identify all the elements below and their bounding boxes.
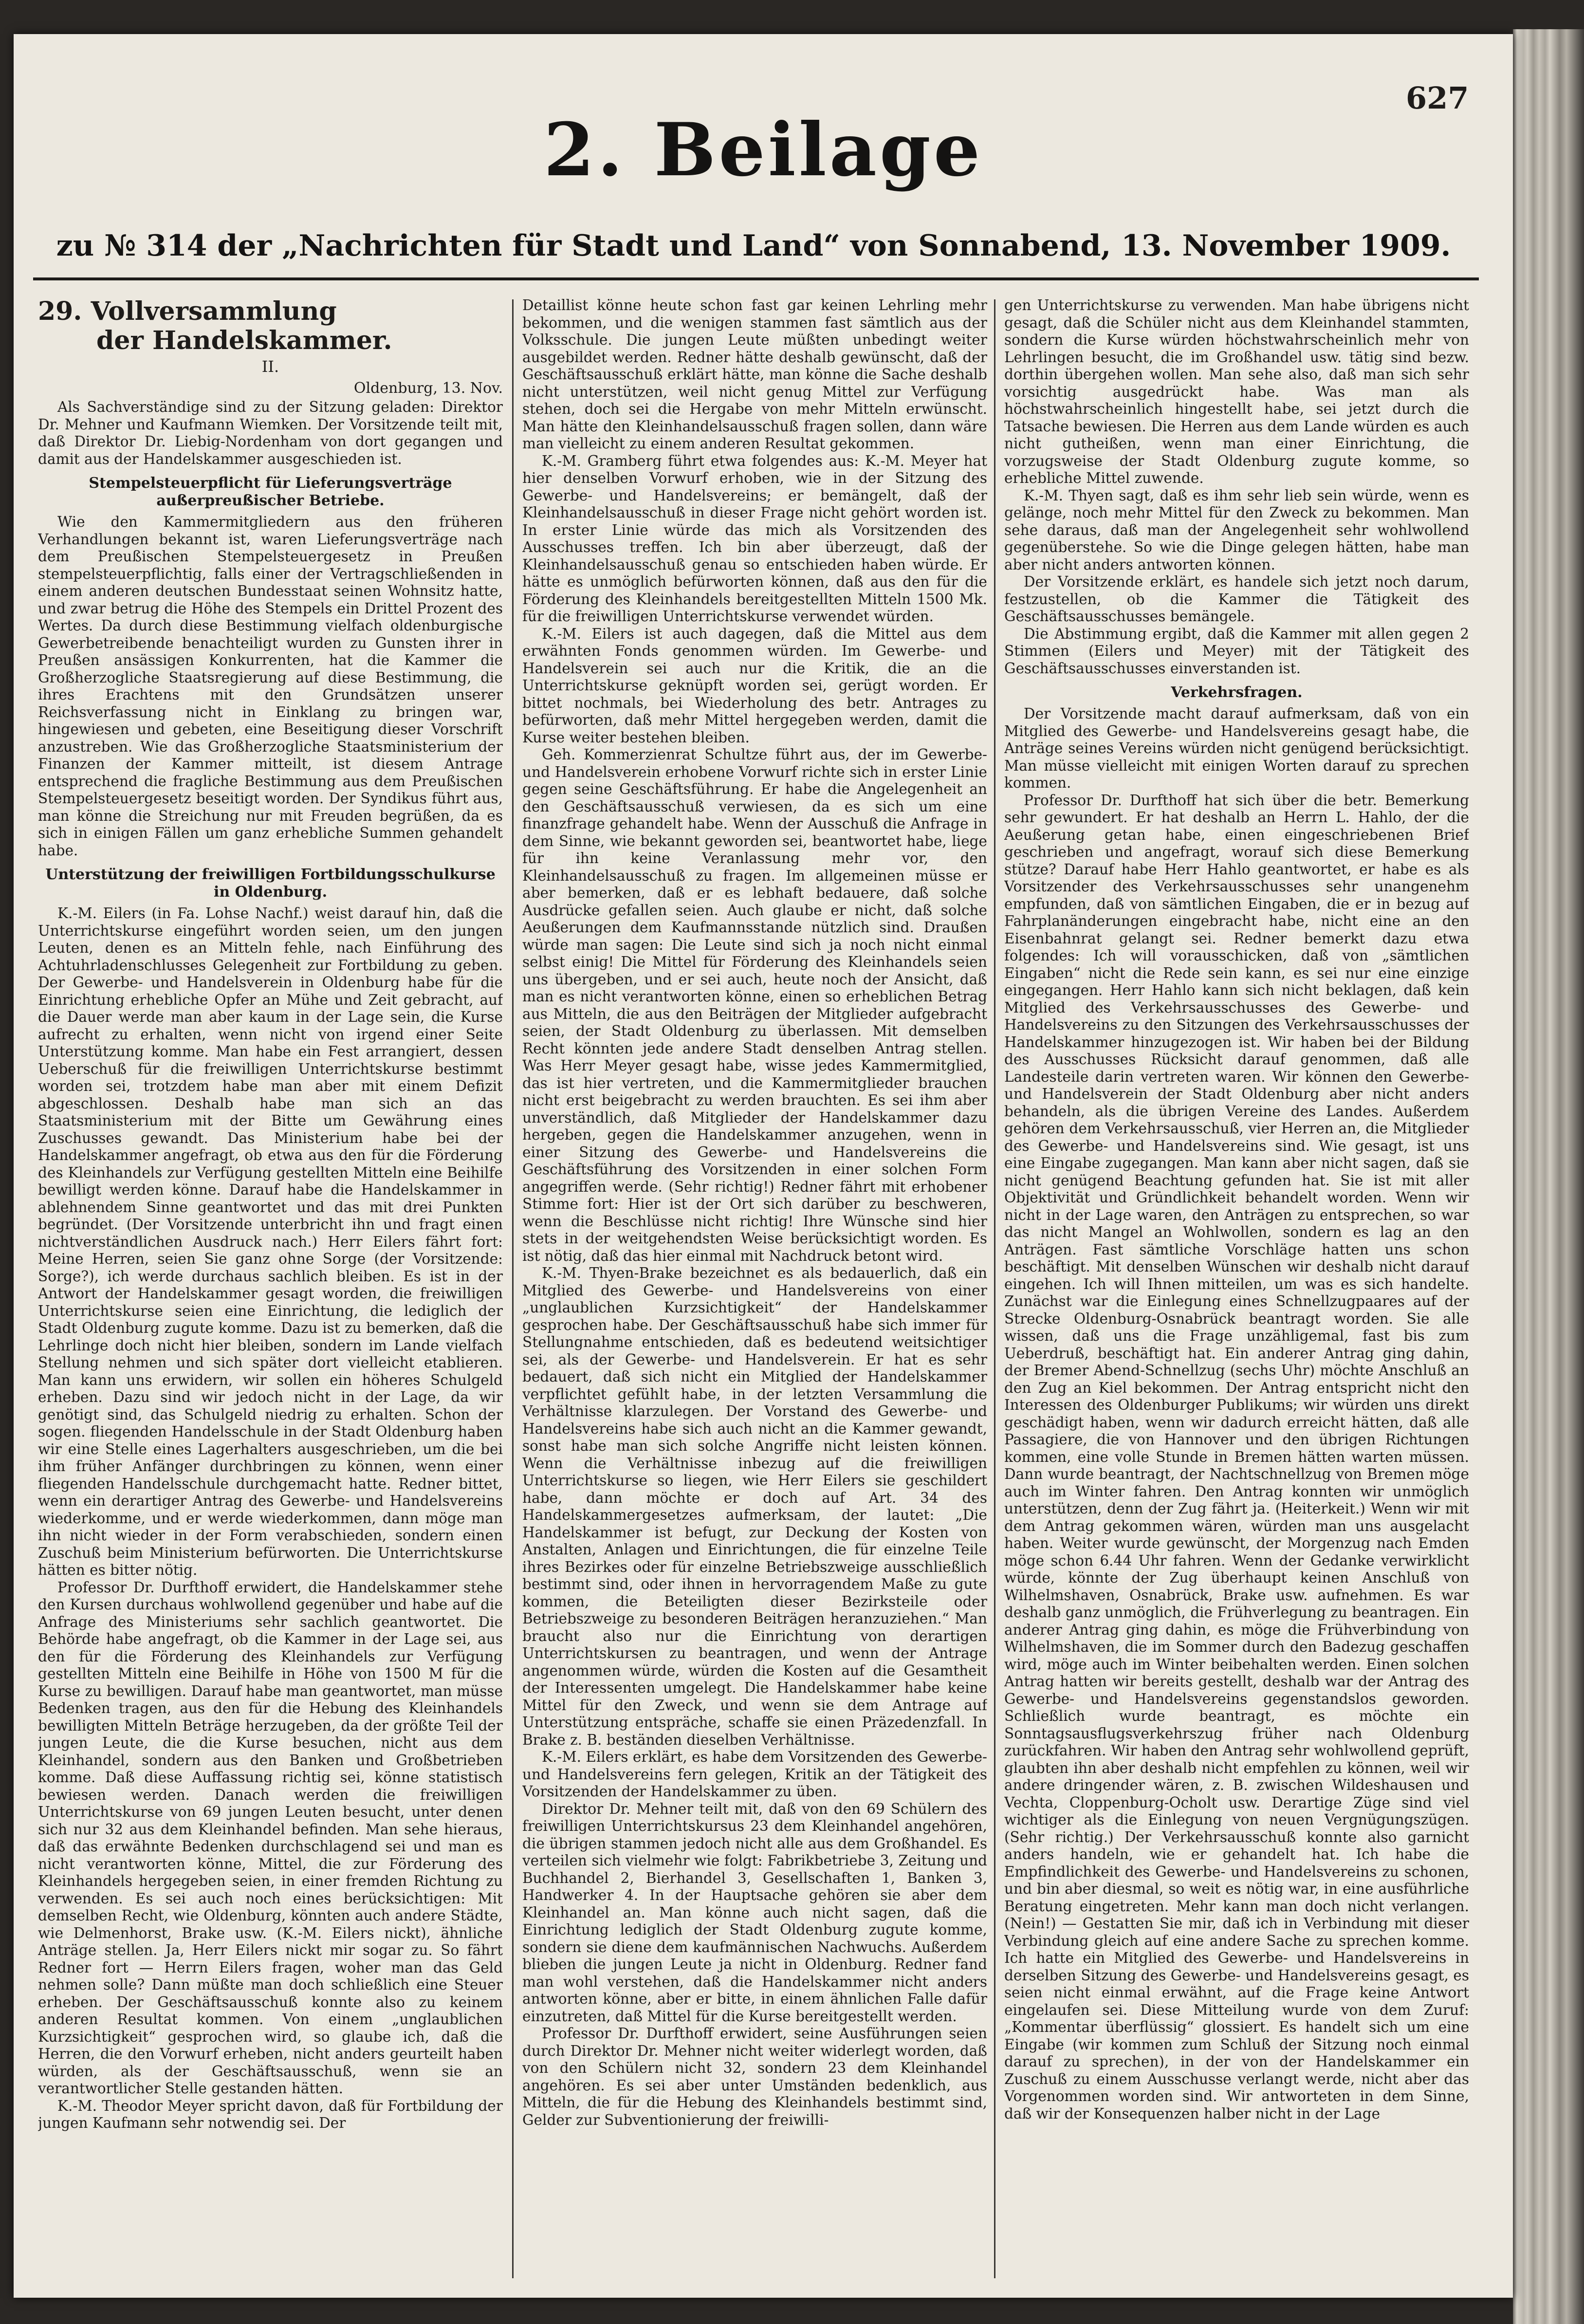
- text-column-3: [1004, 297, 1469, 2278]
- article-part-number: II.: [261, 357, 279, 376]
- paragraph: gen Unterrichtskurse zu verwenden. Man habe übrigens nicht gesagt, daß die Schüler nicht aus dem Kleinhandel stammten, sondern die Kurse würden höchstwahrscheinlich mehr von Lehrlingen besucht, die im Großhandel usw. tätig sind bezw. dorthin übergehen wollen. Man sehe also, daß man sich sehr vorsichtig ausgedrückt habe. Was man als höchstwahrscheinlich hingestellt habe, sei jetzt durch die Tatsache bewiesen. Die Herren aus dem Lande würden es auch nicht gutheißen, wenn man einer Einrichtung, die vorzugsweise der Stadt Oldenburg zugute komme, so erhebliche Mittel zuwende.: [1004, 297, 1469, 486]
- section-heading: Unterstützung der freiwilligen Fortbildungsschulkurse in Oldenburg.: [45, 866, 496, 901]
- paragraph: Direktor Dr. Mehner teilt mit, daß von den 69 Schülern des freiwilligen Unterrichtskursus 23 dem Kleinhandel angehören, die übrigen stammen jedoch nicht alle aus dem Großhandel. Es verteilen sich vielmehr wie folgt: Fabrikbetriebe 3, Zeitung und Buchhandel 2, Bierhandel 3, Gesellschaften 1, Banken 3, Handwerker 4. In der Hauptsache gehören sie aber dem Kleinhandel an. Man könne auch nicht sagen, daß die Einrichtung lediglich der Stadt Oldenburg zugute komme, sondern sie diene dem kaufmännischen Nachwuchs. Außerdem blieben die jungen Leute ja nicht in Oldenburg. Redner fand man wohl verstehen, daß die Handelskammer nicht anders antworten könne, aber er bitte, in einem ähnlichen Falle dafür einzutreten, daß Mittel für die Kurse bereitgestellt werden.: [522, 1800, 987, 2025]
- paragraph: Wie den Kammermitgliedern aus den früheren Verhandlungen bekannt ist, waren Lieferungsverträge nach dem Preußischen Stempelsteuergesetz in Preußen stempelsteuerpflichtig, falls einer der Vertragschließenden in einem anderen deutschen Bundesstaat seinen Wohnsitz hatte, und zwar betrug die Höhe des Stempels ein Drittel Prozent des Wertes. Da durch diese Bestimmung vielfach oldenburgische Gewerbetreibende benachteiligt wurden zu Gunsten ihrer in Preußen ansässigen Konkurrenten, hat die Kammer die Großherzogliche Staatsregierung auf diese Bestimmung, die ihres Erachtens mit den Grundsätzen unserer Reichsverfassung nicht in Einklang zu bringen war, hingewiesen und gebeten, eine Beseitigung dieser Vorschrift anzustreben. Wie das Großherzogliche Staatsministerium der Finanzen der Kammer mitteilt, ist diesem Antrage entsprechend die fragliche Bestimmung aus dem Preußischen Stempelsteuergesetz beseitigt worden. Der Syndikus führt aus, man könne die Streichung nur mit Freuden begrüßen, da es sich in einigen Fällen um ganz erhebliche Summen gehandelt habe.: [38, 514, 503, 859]
- paragraph: Der Vorsitzende macht darauf aufmerksam, daß von ein Mitglied des Gewerbe- und Handelsvereins gesagt habe, die Anträge seines Vereins würden nicht genügend berücksichtigt. Man müsse vielleicht mit einigen Worten darauf zu sprechen kommen.: [1004, 705, 1469, 791]
- paragraph: Professor Dr. Durfthoff hat sich über die betr. Bemerkung sehr gewundert. Er hat deshalb an Herrn L. Hahlo, der die Aeußerung getan habe, einen eingeschriebenen Brief geschrieben und angefragt, worauf sich diese Bemerkung stütze? Darauf habe Herr Hahlo geantwortet, er habe es als Vorsitzender des Verkehrsausschusses sehr unangenehm empfunden, daß von sämtlichen Eingaben, die er in bezug auf Fahrplanänderungen eingebracht habe, nicht eine an den Eisenbahnrat gelangt sei. Redner bemerkt dazu etwa folgendes: Ich will vorausschicken, daß von „sämtlichen Eingaben“ nicht die Rede sein kann, es sei nur eine einzige eingegangen. Herr Hahlo kann sich nicht beklagen, daß kein Mitglied des Verkehrsausschusses des Gewerbe- und Handelsvereins zu den Sitzungen des Verkehrsausschusses der Handelskammer hinzugezogen ist. Wir haben bei der Bildung des Ausschusses Rücksicht darauf genommen, daß alle Landesteile darin vertreten waren. Wir können den Gewerbe- und Handelsverein der Stadt Oldenburg aber nicht anders behandeln, als die übrigen Vereine des Landes. Außerdem gehören dem Verkehrsausschuß, vier Herren an, die Mitglieder des Gewerbe- und Handelsvereins sind. Wie gesagt, ist uns eine Eingabe zugegangen. Man kann aber nicht sagen, daß sie nicht genügend Beachtung gefunden hat. Sie ist mit aller Objektivität und Gründlichkeit behandelt worden. Wenn wir nicht in der Lage waren, den Anträgen zu entsprechen, so war das nicht Mangel an Wohlwollen, sondern es lag an den Anträgen. Fast sämtliche Vorschläge hatten uns schon beschäftigt. Mit denselben Wünschen wir deshalb nicht darauf eingehen. Ich will Ihnen mitteilen, um was es sich handelte. Zunächst war die Einlegung eines Schnellzugpaares auf der Strecke Oldenburg-Osnabrück beantragt worden. Sie alle wissen, daß uns die Frage unzähligemal, fast bis zum Ueberdruß, beschäftigt hat. Ein anderer Antrag ging dahin, der Bremer Abend-Schnellzug (sechs Uhr) möchte Anschluß an den Zug an Kiel bekommen. Der Antrag entspricht nicht den Interessen des Oldenburger Publikums; wir würden uns direkt geschädigt haben, wenn wir dadurch erreicht hätten, daß alle Passagiere, die von Hannover und den übrigen Richtungen kommen, eine volle Stunde in Bremen hätten warten müssen. Dann wurde beantragt, der Nachtschnellzug von Bremen möge auch im Winter fahren. Den Antrag konnten wir unmöglich unterstützen, denn der Zug fährt ja. (Heiterkeit.) Wenn wir mit dem Antrag gekommen wären, würden man uns ausgelacht haben. Weiter wurde gewünscht, der Morgenzug nach Emden möge schon 6.44 Uhr fahren. Wenn der Gedanke verwirklicht würde, könnte der Zug überhaupt keinen Anschluß von Wilhelmshaven, Osnabrück, Brake usw. aufnehmen. Es war deshalb ganz unmöglich, die Frühverlegung zu beantragen. Ein anderer Antrag ging dahin, es möge die Frühverbindung von Wilhelmshaven, die im Sommer durch den Badezug geschaffen wird, möge auch im Winter beibehalten werden. Einen solchen Antrag hatten wir bereits gestellt, deshalb war der Antrag des Gewerbe- und Handelsvereins gegenstandslos geworden. Schließlich wurde beantragt, es möchte ein Sonntagsausflugsverkehrszug früher nach Oldenburg zurückfahren. Wir haben den Antrag sehr wohlwollend geprüft, glaubten ihn aber deshalb nicht empfehlen zu können, weil wir andere dringender wären, z. B. zwischen Wildeshausen und Vechta, Cloppenburg-Ocholt usw. Derartige Züge sind viel wichtiger als die Einlegung von neuen Vergnügungszügen. (Sehr richtig.) Der Verkehrsausschuß konnte also garnicht anders handeln, wie er gehandelt hat. Ich habe die Empfindlichkeit des Gewerbe- und Handelsvereins zu schonen, und bin aber diesmal, so weit es nötig war, in eine ausführliche Beratung eingetreten. Mehr kann man doch nicht verlangen. (Nein!) — Gestatten Sie mir, daß ich in Verbindung mit dieser Verbindung gleich auf eine andere Sache zu sprechen komme. Ich hatte ein Mitglied des Gewerbe- und Handelsvereins in derselben Sitzung des Gewerbe- und Handelsvereins gesagt, es seien nicht einmal erwähnt, auf die Frage keine Antwort eingelaufen sei. Diese Mitteilung wurde von dem Zuruf: „Kommentar überflüssig“ glossiert. Es handelt sich um eine Eingabe (wir kommen zum Schluß der Sitzung noch einmal darauf zu sprechen), in der von der Handelskammer ein Zuschuß zu einem Ausschusse verlangt werde, nicht aber das Vorgenommen worden sind. Wir antworteten in dem Sinne, daß wir der Konsequenzen halber nicht in der Lage: [1004, 792, 1469, 2122]
- paragraph: K.-M. Eilers ist auch dagegen, daß die Mittel aus dem erwähnten Fonds genommen würden. Im Gewerbe- und Handelsverein sei auch nur die Kritik, die an die Unterrichtskurse geknüpft worden sei, gerügt worden. Er bittet nochmals, bei Wiederholung des betr. Antrages zu befürworten, daß mehr Mittel hergegeben werden, damit die Kurse weiter bestehen bleiben.: [522, 625, 987, 746]
- paragraph: K.-M. Thyen-Brake bezeichnet es als bedauerlich, daß ein Mitglied des Gewerbe- und Handelsvereins von einer „unglaublichen Kurzsichtigkeit“ der Handelskammer gesprochen habe. Der Geschäftsausschuß habe sich immer für Stellungnahme entschieden, daß es bedeutend weitsichtiger sei, als der Gewerbe- und Handelsverein. Er hat es sehr bedauert, daß sich nicht ein Mitglied der Handelskammer verpflichtet gefühlt habe, in der letzten Versammlung die Verhältnisse klarzulegen. Der Vorstand des Gewerbe- und Handelsvereins habe sich auch nicht an die Kammer gewandt, sonst habe man sich solche Angriffe nicht leisten können. Wenn die Verhältnisse inbezug auf die freiwilligen Unterrichtskurse so liegen, wie Herr Eilers sie geschildert habe, dann möchte er doch auf Art. 34 des Handelskammergesetzes aufmerksam, der lautet: „Die Handelskammer ist befugt, zur Deckung der Kosten von Anstalten, Anlagen und Einrichtungen, die für einzelne Teile ihres Bezirkes oder für einzelne Betriebszweige ausschließlich bestimmt sind, oder ihnen in hervorragendem Maße zu gute kommen, die Beteiligten dieser Bezirksteile oder Betriebszweige zu besonderen Beiträgen heranzuziehen.“ Man braucht also nur die Einrichtung von derartigen Unterrichtskursen zu beantragen, und wenn der Antrage angenommen würde, würden die Kosten auf die Gesamtheit der Interessenten umgelegt. Die Handelskammer habe keine Mittel für den Zweck, und wenn sie dem Antrage auf Unterstützung entspräche, schaffe sie einen Präzedenzfall. In Brake z. B. beständen dieselben Verhältnisse.: [522, 1265, 987, 1748]
- paragraph: K.-M. Theodor Meyer spricht davon, daß für Fortbildung der jungen Kaufmann sehr notwendig sei. Der: [38, 2097, 503, 2131]
- paragraph: K.-M. Gramberg führt etwa folgendes aus: K.-M. Meyer hat hier denselben Vorwurf erhoben, wie in der Sitzung des Gewerbe- und Handelsvereins; er bemängelt, daß der Kleinhandelsausschuß in dieser Frage nicht gehört worden ist. In erster Linie würde das mich als Vorsitzenden des Ausschusses treffen. Ich bin aber überzeugt, daß der Kleinhandelsausschuß genau so entschieden haben würde. Er hätte es unmöglich befürworten können, daß aus den für die Förderung des Kleinhandels bereitgestellten Mitteln 1500 Mk. für die freiwilligen Unterrichtskurse verwendet würden.: [522, 452, 987, 625]
- header-rule: [33, 277, 1479, 280]
- article-title: [38, 297, 503, 355]
- text-column-2: [522, 297, 987, 2278]
- paragraph: K.-M. Eilers erklärt, es habe dem Vorsitzenden des Gewerbe- und Handelsvereins fern gelegen, Kritik an der Tätigkeit des Vorsitzenden der Handelskammer zu üben.: [522, 1749, 987, 1800]
- section-heading: Stempelsteuerpflicht für Lieferungsverträge außerpreußischer Betriebe.: [89, 475, 452, 509]
- section-heading: Verkehrsfragen.: [1171, 684, 1303, 701]
- dateline: Oldenburg, 13. Nov.: [353, 379, 503, 397]
- paragraph: Als Sachverständige sind zu der Sitzung geladen: Direktor Dr. Mehner und Kaufmann Wiemken. Der Vorsitzende teilt mit, daß Direktor Dr. Liebig-Nordenham von dort gegangen und damit aus der Handelskammer ausgeschieden ist.: [38, 399, 503, 467]
- article-title-line-2: der Handelskammer.: [96, 326, 392, 355]
- paragraph: K.-M. Thyen sagt, daß es ihm sehr lieb sein würde, wenn es gelänge, noch mehr Mittel für den Zweck zu bekommen. Man sehe daraus, daß man der Angelegenheit sehr wohlwollend gegenüberstehe. So wie die Dinge gelegen hätten, habe man aber nicht anders antworten können.: [1004, 487, 1469, 573]
- masthead-title: 2. Beilage: [543, 107, 983, 193]
- page-stack-edge: [1513, 29, 1584, 2324]
- paragraph: Die Abstimmung ergibt, daß die Kammer mit allen gegen 2 Stimmen (Eilers und Meyer) mit der Tätigkeit des Geschäftsausschusses einverstanden ist.: [1004, 625, 1469, 677]
- column-divider: [994, 299, 995, 2278]
- paragraph: K.-M. Eilers (in Fa. Lohse Nachf.) weist darauf hin, daß die Unterrichtskurse eingeführt worden seien, um den jungen Leuten, denen es an Mitteln fehle, nach Einführung des Achtuhrladenschlusses Gelegenheit zur Fortbildung zu geben. Der Gewerbe- und Handelsverein in Oldenburg habe für die Einrichtung erhebliche Opfer an Mühe und Zeit gebracht, auf die Dauer werde man aber kaum in der Lage sein, die Kurse aufrecht zu erhalten, wenn nicht von irgend einer Seite Unterstützung komme. Man habe ein Fest arrangiert, dessen Ueberschuß für die freiwilligen Unterrichtskurse bestimmt worden sei, trotzdem habe man aber mit einem Defizit abgeschlossen. Deshalb habe man sich an das Staatsministerium mit der Bitte um Gewährung eines Zuschusses gewandt. Das Ministerium habe bei der Handelskammer angefragt, ob etwa aus den für die Förderung des Kleinhandels zur Verfügung gestellten Mitteln eine Beihilfe bewilligt werden könne. Darauf habe die Handelskammer in ablehnendem Sinne geantwortet und das mit drei Punkten begründet. (Der Vorsitzende unterbricht ihn und fragt einen nichtverständlichen Ausdruck nach.) Herr Eilers fährt fort: Meine Herren, seien Sie ganz ohne Sorge (der Vorsitzende: Sorge?), ich werde durchaus sachlich bleiben. Es ist in der Antwort der Handelskammer gesagt worden, die freiwilligen Unterrichtskurse seien eine Einrichtung, die lediglich der Stadt Oldenburg zugute komme. Dazu ist zu bemerken, daß die Lehrlinge doch nicht hier bleiben, sondern im Lande vielfach Stellung nehmen und sich später dort vielleicht etablieren. Man kann uns erwidern, wir sollen ein höheres Schulgeld erheben. Dazu sind wir jedoch nicht in der Lage, da wir genötigt sind, das Schulgeld niedrig zu erhalten. Schon der sogen. fliegenden Handelsschule in der Stadt Oldenburg haben wir eine Stelle eines Lagerhalters ausgeschrieben, um die bei ihm früher Anfänger durchbringen zu können, wenn einer fliegenden Handelsschule durchgemacht hatte. Redner bittet, wenn ein derartiger Antrag des Gewerbe- und Handelsvereins wiederkomme, und er werde wiederkommen, dann möge man ihn nicht wieder in der Form verabschieden, sondern einen Zuschuß beim Ministerium befürworten. Die Unterrichtskurse hätten es bitter nötig.: [38, 905, 503, 1578]
- paragraph: Der Vorsitzende erklärt, es handele sich jetzt noch darum, festzustellen, ob die Kammer die Tätigkeit des Geschäftsausschusses bemängele.: [1004, 573, 1469, 625]
- paragraph: Professor Dr. Durfthoff erwidert, seine Ausführungen seien durch Direktor Dr. Mehner nicht weiter widerlegt worden, daß von den Schülern nicht 32, sondern 23 dem Kleinhandel angehören. Es sei aber unter Umständen bedenklich, aus Mitteln, die für die Hebung des Kleinhandels bestimmt sind, Gelder zur Subventionierung der freiwilli-: [522, 2025, 987, 2128]
- issue-subheading: zu № 314 der „Nachrichten für Stadt und Land“ von Sonnabend, 13. November 1909.: [56, 229, 1451, 263]
- article-title-line-1: 29. Vollversammlung: [38, 297, 337, 326]
- page-number: 627: [1406, 80, 1469, 116]
- text-column-1: [38, 297, 503, 2278]
- newspaper-page: [14, 34, 1513, 2298]
- paragraph: Geh. Kommerzienrat Schultze führt aus, der im Gewerbe- und Handelsverein erhobene Vorwurf richte sich in erster Linie gegen seine Geschäftsführung. Er habe die Angelegenheit an den Geschäftsausschuß verwiesen, da es sich um eine finanzfrage gehandelt habe. Wenn der Ausschuß die Anfrage in dem Sinne, wie bekannt geworden sei, beantwortet habe, liege für ihn keine Veranlassung mehr vor, den Kleinhandelsausschuß zu fragen. Im allgemeinen müsse er aber bemerken, daß er es lebhaft bedauere, daß solche Ausdrücke gefallen seien. Auch glaube er nicht, daß solche Aeußerungen dem Kaufmannsstande nützlich sind. Draußen würde man sagen: Die Leute sind sich ja noch nicht einmal selbst einig! Die Mittel für Förderung des Kleinhandels seien uns übergeben, und er sei auch, heute noch der Ansicht, daß man es nicht verantworten könne, einen so erheblichen Betrag aus Mitteln, die aus den Beiträgen der Mitglieder aufgebracht seien, der Stadt Oldenburg zu überlassen. Mit demselben Recht könnten jede andere Stadt denselben Antrag stellen. Was Herr Meyer gesagt habe, wisse jedes Kammermitglied, das ist hier vertreten, und die Kammermitglieder brauchen nicht erst beigebracht zu werden brauchten. Es sei ihm aber unverständlich, daß Mitglieder der Handelskammer dazu hergeben, gegen die Handelskammer anzugehen, wenn in einer Sitzung des Gewerbe- und Handelsvereins die Geschäftsführung des Vorsitzenden in einer solchen Form angegriffen werde. (Sehr richtig!) Redner fährt mit erhobener Stimme fort: Hier ist der Ort sich darüber zu beschweren, wenn die Beschlüsse nicht richtig! Ihre Wünsche sind hier stets in der weitgehendsten Weise berücksichtigt worden. Es ist nötig, daß das hier einmal mit Nachdruck betont wird.: [522, 746, 987, 1264]
- paragraph: Professor Dr. Durfthoff erwidert, die Handelskammer stehe den Kursen durchaus wohlwollend gegenüber und habe auf die Anfrage des Ministeriums sehr sachlich geantwortet. Die Behörde habe angefragt, ob die Kammer in der Lage sei, aus den für die Förderung des Kleinhandels zur Verfügung gestellten Mitteln eine Beihilfe in Höhe von 1500 M für die Kurse zu bewilligen. Darauf habe man geantwortet, man müsse Bedenken tragen, aus den für die Hebung des Kleinhandels bewilligten Mitteln Beträge herzugeben, da der größte Teil der jungen Leute, die die Kurse besuchen, nicht aus dem Kleinhandel, sondern aus den Banken und Großbetrieben komme. Daß diese Auffassung richtig sei, könne statistisch bewiesen werden. Danach werden die freiwilligen Unterrichtskurse von 69 jungen Leuten besucht, unter denen sich nur 32 aus dem Kleinhandel befinden. Man sehe hieraus, daß das erwähnte Bedenken durchschlagend sei und man es nicht verantworten könne, Mittel, die zur Förderung des Kleinhandels hergegeben seien, in einer fremden Richtung zu verwenden. Es sei auch noch eines berücksichtigen: Mit demselben Recht, wie Oldenburg, könnten auch andere Städte, wie Delmenhorst, Brake usw. (K.-M. Eilers nickt), ähnliche Anträge stellen. Ja, Herr Eilers nickt mir sogar zu. So fährt Redner fort — Herrn Eilers fragen, woher man das Geld nehmen solle? Dann müßte man doch schließlich eine Steuer erheben. Der Geschäftsausschuß konnte also zu keinem anderen Resultat kommen. Von einem „unglaublichen Kurzsichtigkeit“ gesprochen wird, so glaube ich, daß die Herren, die den Vorwurf erheben, nicht anders geurteilt haben würden, als der Geschäftsausschuß, wenn sie an verantwortlicher Stelle gestanden hätten.: [38, 1579, 503, 2097]
- paragraph: Detaillist könne heute schon fast gar keinen Lehrling mehr bekommen, und die wenigen stammen fast sämtlich aus der Volksschule. Die jungen Leute müßten unbedingt weiter ausgebildet werden. Redner hätte deshalb gewünscht, daß der Geschäftsausschuß erklärt hätte, man könne die Sache deshalb nicht unterstützen, weil nicht genug Mittel zur Verfügung stehen, doch sei die Hergabe von mehr Mitteln erwünscht. Man hätte den Kleinhandelsausschuß fragen sollen, dann wäre man vielleicht zu einem anderen Resultat gekommen.: [522, 297, 987, 452]
- column-divider: [512, 299, 514, 2278]
